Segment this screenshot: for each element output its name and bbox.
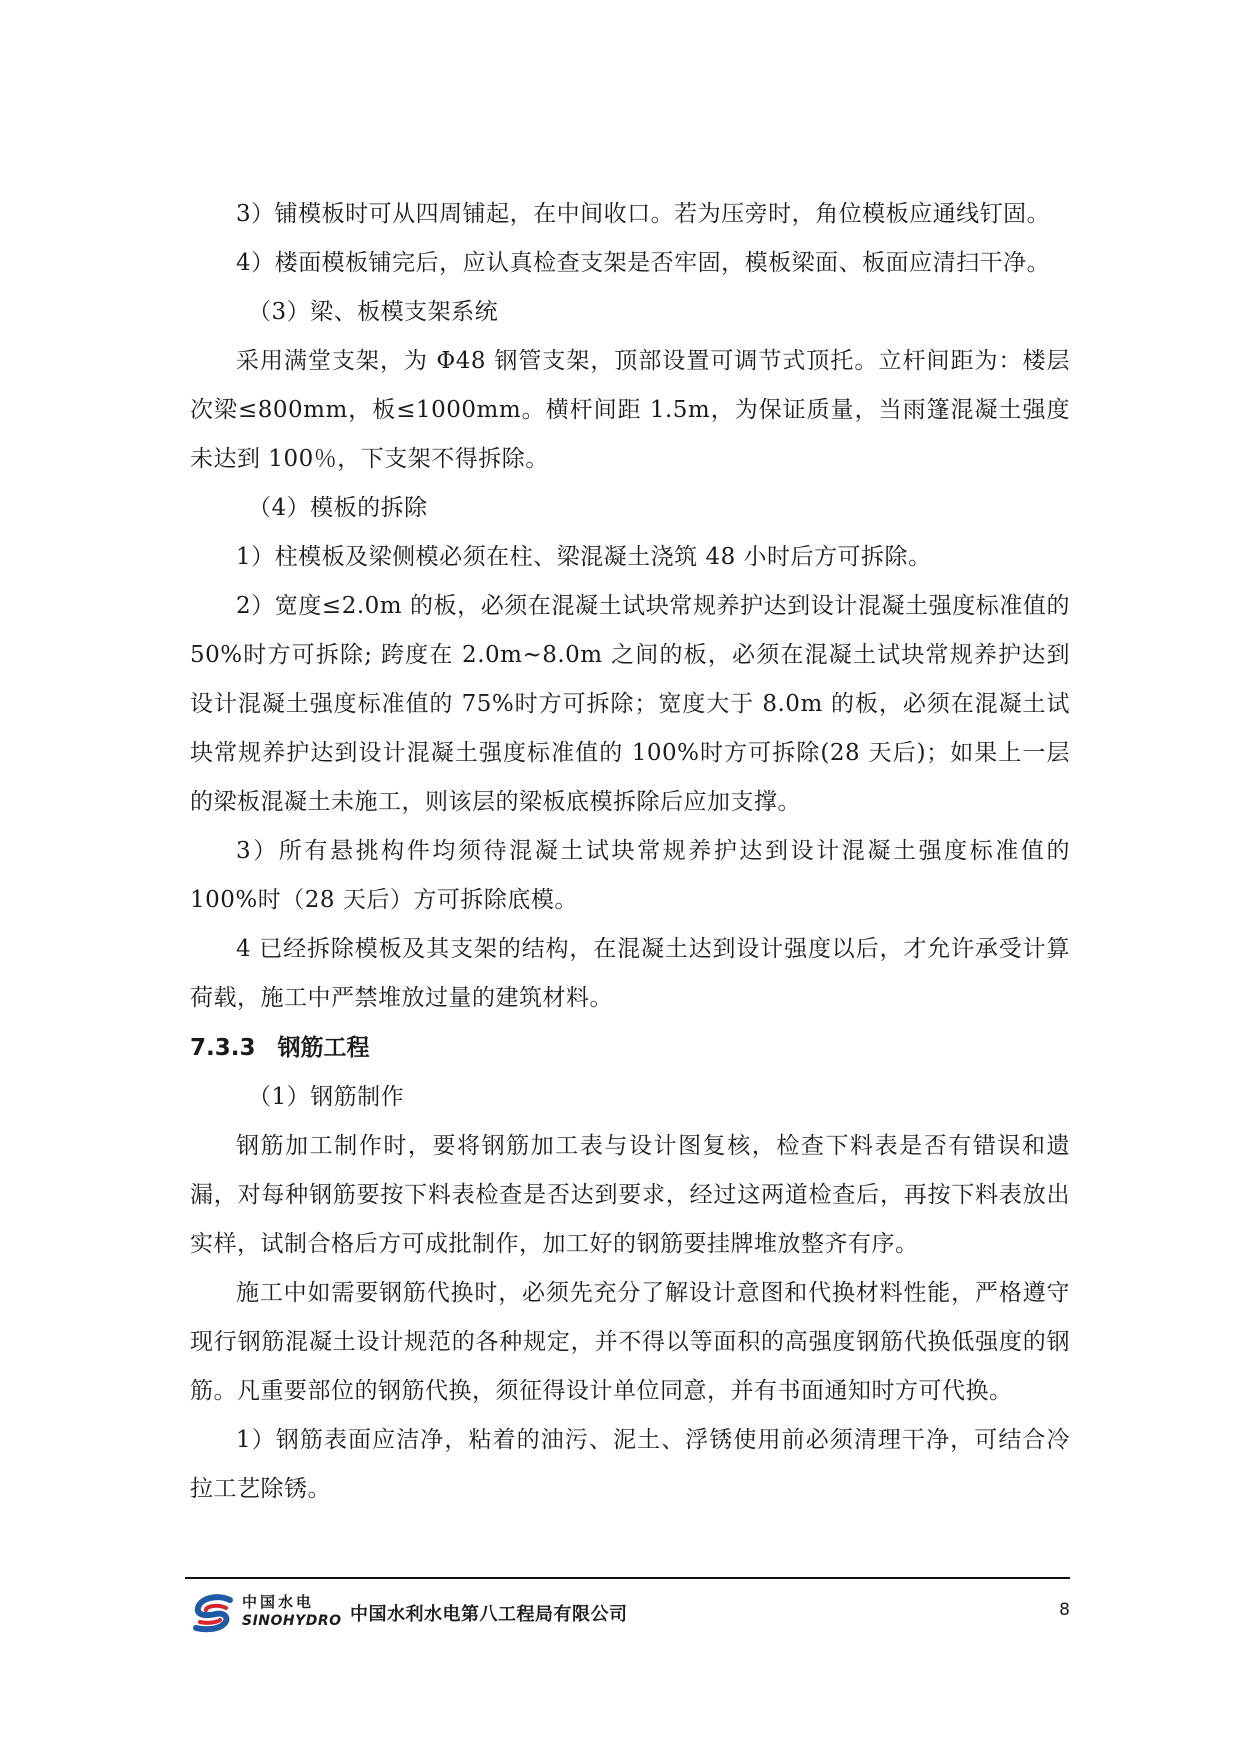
logo-english-name: SINOHYDRO xyxy=(242,1613,342,1629)
paragraph: 4 已经拆除模板及其支架的结构，在混凝土达到设计强度以后，才允许承受计算荷载，施工中严禁堆放过量的建筑材料。 xyxy=(190,936,1070,1011)
footer-divider xyxy=(185,1577,1070,1579)
sinohydro-logo-icon xyxy=(190,1592,236,1638)
page-number: 8 xyxy=(1059,1600,1070,1620)
paragraph: 4）楼面模板铺完后，应认真检查支架是否牢固，模板梁面、板面应清扫干净。 xyxy=(236,250,1051,276)
subsection-heading: （3）梁、板模支架系统 xyxy=(248,299,499,325)
paragraph: 钢筋加工制作时，要将钢筋加工表与设计图复核，检查下料表是否有错误和遗漏，对每种钢筋要按下料表检查是否达到要求，经过这两道检查后，再按下料表放出实样，试制合格后方可成批制作，加工好的钢筋要挂牌堆放整齐有序。 xyxy=(190,1133,1070,1257)
paragraph: 1）钢筋表面应洁净，粘着的油污、泥土、浮锈使用前必须清理干净，可结合冷拉工艺除锈。 xyxy=(190,1427,1070,1502)
paragraph: 施工中如需要钢筋代换时，必须先充分了解设计意图和代换材料性能，严格遵守现行钢筋混凝土设计规范的各种规定，并不得以等面积的高强度钢筋代换低强度的钢筋。凡重要部位的钢筋代换，须征得设计单位同意，并有书面通知时方可代换。 xyxy=(190,1280,1070,1404)
paragraph: 采用满堂支架，为 Φ48 钢管支架，顶部设置可调节式顶托。立杆间距为：楼层次梁≤800mm，板≤1000mm。横杆间距 1.5m，为保证质量，当雨篷混凝土强度未达到 100％，下支架不得拆除。 xyxy=(190,348,1070,472)
paragraph: 1）柱模板及梁侧模必须在柱、梁混凝土浇筑 48 小时后方可拆除。 xyxy=(236,544,932,570)
subsection-heading: （4）模板的拆除 xyxy=(248,495,428,521)
section-number: 7.3.3 xyxy=(190,1035,256,1061)
logo-wordmark xyxy=(242,1592,342,1630)
page-footer xyxy=(190,1590,1070,1640)
paragraph: 2）宽度≤2.0m 的板，必须在混凝土试块常规养护达到设计混凝土强度标准值的 50%时方可拆除; 跨度在 2.0m~8.0m 之间的板，必须在混凝土试块常规养护达到设计混凝土强度标准值的 75%时方可拆除；宽度大于 8.0m 的板，必须在混凝土试块常规养护达到设计混凝土强度标准值的 100%时方可拆除(28 天后)；如果上一层的梁板混凝土未施工，则该层的梁板底模拆除后应加支撑。 xyxy=(190,593,1070,815)
logo-chinese-name: 中国水电 xyxy=(242,1593,315,1611)
subsection-heading: （1）钢筋制作 xyxy=(248,1084,405,1110)
paragraph: 3）铺模板时可从四周铺起，在中间收口。若为压旁时，角位模板应通线钉固。 xyxy=(236,201,1051,227)
company-name: 中国水利水电第八工程局有限公司 xyxy=(350,1604,628,1625)
document-body xyxy=(190,190,1070,1514)
paragraph: 3）所有悬挑构件均须待混凝土试块常规养护达到设计混凝土强度标准值的 100%时（28 天后）方可拆除底模。 xyxy=(190,838,1070,913)
section-title: 钢筋工程 xyxy=(277,1035,370,1061)
section-heading xyxy=(190,1023,1070,1073)
